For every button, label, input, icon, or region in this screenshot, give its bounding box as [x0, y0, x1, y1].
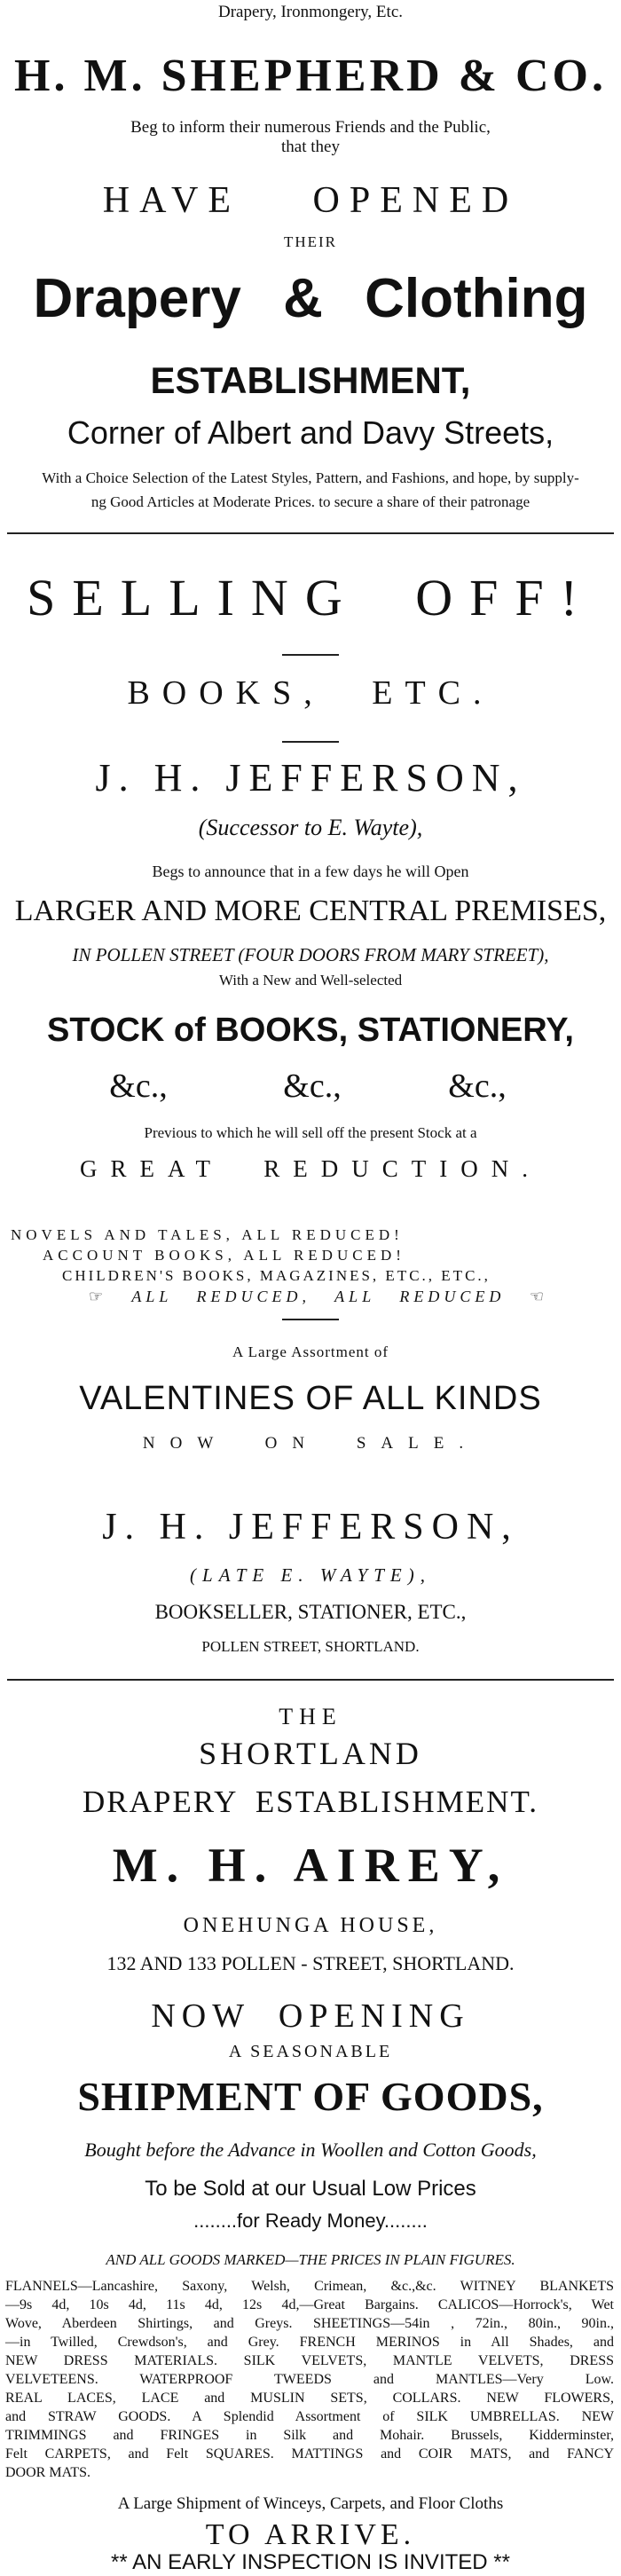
goods-list-line: TRIMMINGS and FRINGES in Silk and Mohair. Brussels, Kidderminster,: [5, 2428, 614, 2443]
with-new-line: With a New and Well-selected: [218, 972, 403, 989]
successor-line: (Successor to E. Wayte),: [198, 815, 423, 840]
column-rule: [7, 532, 614, 534]
to-arrive-heading: TO ARRIVE.: [205, 2518, 416, 2551]
larger-premises-heading: LARGER AND MORE CENTRAL PREMISES,: [14, 894, 607, 927]
large-shipment-line: A Large Shipment of Winceys, Carpets, and Floor Cloths: [117, 2494, 504, 2513]
dash-divider: [282, 741, 339, 743]
stock-heading: STOCK of BOOKS, STATIONERY,: [47, 1012, 574, 1049]
etc-item: &c.,: [448, 1067, 507, 1105]
previous-line: Previous to which he will sell off the present Stock at a: [144, 1124, 477, 1141]
goods-list-line: Wove, Aberdeen Shirtings, and Greys. SHEETINGS—54in , 72in., 80in., 90in.,: [5, 2316, 614, 2331]
pointing-hand-icon: ☞: [89, 1288, 108, 1305]
column-rule: [7, 1679, 614, 1681]
have-opened-heading: HAVE OPENED: [102, 180, 519, 221]
firm-name: H. M. SHEPHERD & CO.: [14, 51, 607, 101]
establishment-heading: ESTABLISHMENT,: [150, 359, 471, 401]
their-label: THEIR: [283, 233, 338, 250]
bought-line: Bought before the Advance in Woollen and Cotton Goods,: [84, 2139, 537, 2161]
body-line-1: With a Choice Selection of the Latest Styles, Pattern, and Fashions, and hope, by supply-: [42, 469, 579, 486]
running-title: Drapery, Ironmongery, Etc.: [217, 3, 404, 21]
jefferson-name-2: J. H. JEFFERSON,: [102, 1507, 519, 1548]
etc-item: &c.,: [283, 1067, 342, 1105]
address-line: POLLEN STREET, SHORTLAND.: [201, 1638, 420, 1655]
great-reduction-heading: GREAT REDUCTION.: [80, 1155, 541, 1182]
corner-streets-heading: Corner of Albert and Davy Streets,: [67, 414, 554, 451]
selling-off-heading: SELLING OFF!: [27, 569, 594, 626]
goods-list-line: REAL LACES, LACE and MUSLIN SETS, COLLARS. NEW FLOWERS,: [5, 2391, 614, 2406]
begs-line: Begs to announce that in a few days he will Open: [152, 863, 469, 880]
all-goods-line: AND ALL GOODS MARKED—THE PRICES IN PLAIN FIGURES.: [106, 2251, 515, 2268]
shortland-heading: SHORTLAND: [199, 1736, 422, 1771]
goods-list-line: DOOR MATS.: [5, 2465, 91, 2480]
novels-line: NOVELS AND TALES, ALL REDUCED!: [11, 1226, 404, 1243]
ready-money-line: ........for Ready Money........: [193, 2210, 428, 2232]
intro-line-2: that they: [281, 138, 340, 156]
etc-item: &c.,: [109, 1067, 168, 1105]
childrens-books-line: CHILDREN'S BOOKS, MAGAZINES, ETC., ETC.,: [62, 1267, 491, 1284]
airey-name: M. H. AIREY,: [112, 1839, 509, 1892]
inspection-line: ** AN EARLY INSPECTION IS INVITED **: [111, 2550, 510, 2574]
goods-list-line: Felt CARPETS, and Felt SQUARES. MATTINGS and COIR MATS, and FANCY: [5, 2446, 614, 2462]
all-reduced-line: [89, 1288, 612, 1304]
dash-divider: [282, 1319, 339, 1320]
valentines-heading: VALENTINES OF ALL KINDS: [79, 1380, 542, 1417]
intro-line-1: Beg to inform their numerous Friends and the Public,: [130, 118, 491, 137]
seasonable-line: A SEASONABLE: [228, 2042, 393, 2061]
goods-list-line: —9s 4d, 10s 4d, 11s 4d, 12s 4d,—Great Bargains. CALICOS—Horrock's, Wet: [5, 2297, 614, 2312]
now-opening-heading: NOW OPENING: [151, 1997, 470, 2035]
the-label: THE: [279, 1704, 342, 1729]
address-line: 132 AND 133 POLLEN - STREET, SHORTLAND.: [106, 1952, 515, 1974]
now-on-sale-line: NOW ON SALE.: [142, 1434, 479, 1453]
onehunga-house-line: ONEHUNGA HOUSE,: [183, 1914, 438, 1937]
body-line-2: ng Good Articles at Moderate Prices. to secure a share of their patronage: [90, 493, 531, 510]
large-assortment-line: A Large Assortment of: [232, 1343, 389, 1360]
dash-divider: [282, 654, 339, 656]
goods-list-line: VELVETEENS. WATERPROOF TWEEDS and MANTLES—Very Low.: [5, 2372, 614, 2387]
goods-list-line: —in Twilled, Crewdson's, and Grey. FRENCH MERINOS in All Shades, and: [5, 2335, 614, 2350]
account-books-line: ACCOUNT BOOKS, ALL REDUCED!: [43, 1247, 405, 1264]
pollen-street-line: IN POLLEN STREET (FOUR DOORS FROM MARY STREET),: [72, 944, 549, 965]
jefferson-name: J. H. JEFFERSON,: [95, 756, 526, 800]
goods-list-line: and STRAW GOODS. A Splendid Assortment of SILK UMBRELLAS. NEW: [5, 2409, 614, 2424]
goods-list-line: NEW DRESS MATERIALS. SILK VELVETS, MANTLE VELVETS, DRESS: [5, 2353, 614, 2368]
drapery-clothing-heading: Drapery & Clothing: [33, 268, 588, 329]
goods-list-line: FLANNELS—Lancashire, Saxony, Welsh, Crimean, &c.,&c. WITNEY BLANKETS: [5, 2279, 614, 2294]
shipment-heading: SHIPMENT OF GOODS,: [77, 2074, 544, 2119]
books-etc-heading: BOOKS, ETC.: [127, 674, 494, 712]
late-wayte-line: (LATE E. WAYTE),: [190, 1564, 431, 1586]
drapery-establishment-heading: DRAPERY ESTABLISHMENT.: [82, 1784, 538, 1819]
pointing-hand-icon: ☜: [529, 1288, 549, 1305]
bookseller-line: BOOKSELLER, STATIONER, ETC.,: [154, 1601, 467, 1623]
sold-at-line: To be Sold at our Usual Low Prices: [145, 2177, 476, 2201]
all-reduced-text: ALL REDUCED, ALL REDUCED: [131, 1288, 506, 1305]
